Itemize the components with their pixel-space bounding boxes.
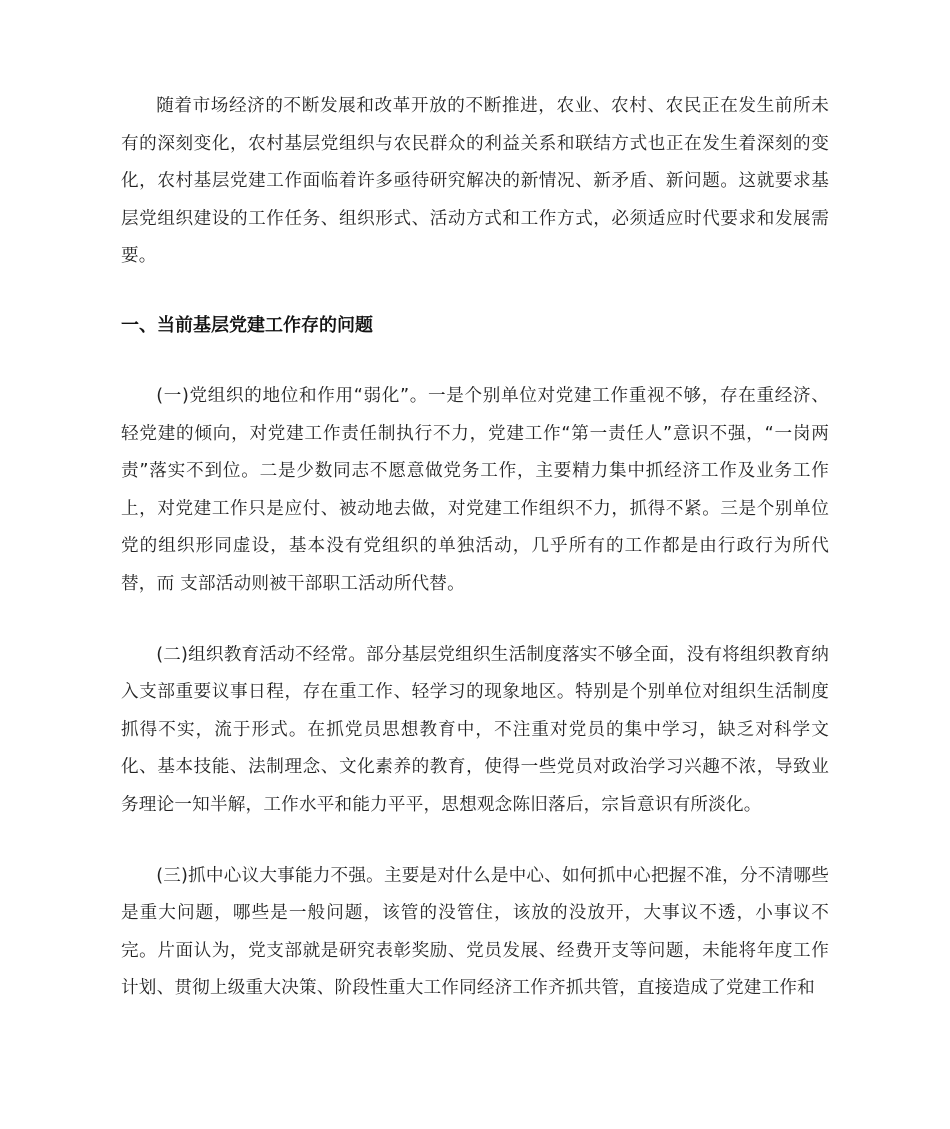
intro-paragraph: 随着市场经济的不断发展和改革开放的不断推进，农业、农村、农民正在发生前所未有的深刻变化，农村基层党组织与农民群众的利益关系和联结方式也正在发生着深刻的变化，农村基层党建工作面临着许多亟待研究解决的新情况、新矛盾、新问题。这就要求基层党组织建设的工作任务、组织形式、活动方式和工作方式，必须适应时代要求和发展需要。 xyxy=(121,96,829,267)
body-paragraph-2: (二)组织教育活动不经常。部分基层党组织生活制度落实不够全面，没有将组织教育纳入支部重要议事日程，存在重工作、轻学习的现象地区。特别是个别单位对组织生活制度抓得不实，流于形式。在抓党员思想教育中，不注重对党员的集中学习，缺乏对科学文化、基本技能、法制理念、文化素养的教育，使得一些党员对政治学习兴趣不浓，导致业务理论一知半解，工作水平和能力平平，思想观念陈旧落后，宗旨意识有所淡化。 xyxy=(121,644,829,815)
document-page xyxy=(121,88,829,1008)
section-heading: 一、当前基层党建工作存的问题 xyxy=(121,314,373,336)
body-paragraph-3: (三)抓中心议大事能力不强。主要是对什么是中心、如何抓中心把握不准，分不清哪些是重大问题，哪些是一般问题，该管的没管住，该放的没放开，大事议不透，小事议不完。片面认为，党支部就是研究表彰奖励、党员发展、经费开支等问题，未能将年度工作计划、贯彻上级重大决策、阶段性重大工作同经济工作齐抓共管，直接造成了党建工作和 xyxy=(121,865,829,999)
body-paragraph-1: (一)党组织的地位和作用“弱化”。一是个别单位对党建工作重视不够，存在重经济、轻党建的倾向，对党建工作责任制执行不力，党建工作“第一责任人”意识不强，“一岗两责”落实不到位。二是少数同志不愿意做党务工作，主要精力集中抓经济工作及业务工作上，对党建工作只是应付、被动地去做，对党建工作组织不力，抓得不紧。三是个别单位党的组织形同虚设，基本没有党组织的单独活动，几乎所有的工作都是由行政行为所代替，而 支部活动则被干部职工活动所代替。 xyxy=(121,385,829,594)
